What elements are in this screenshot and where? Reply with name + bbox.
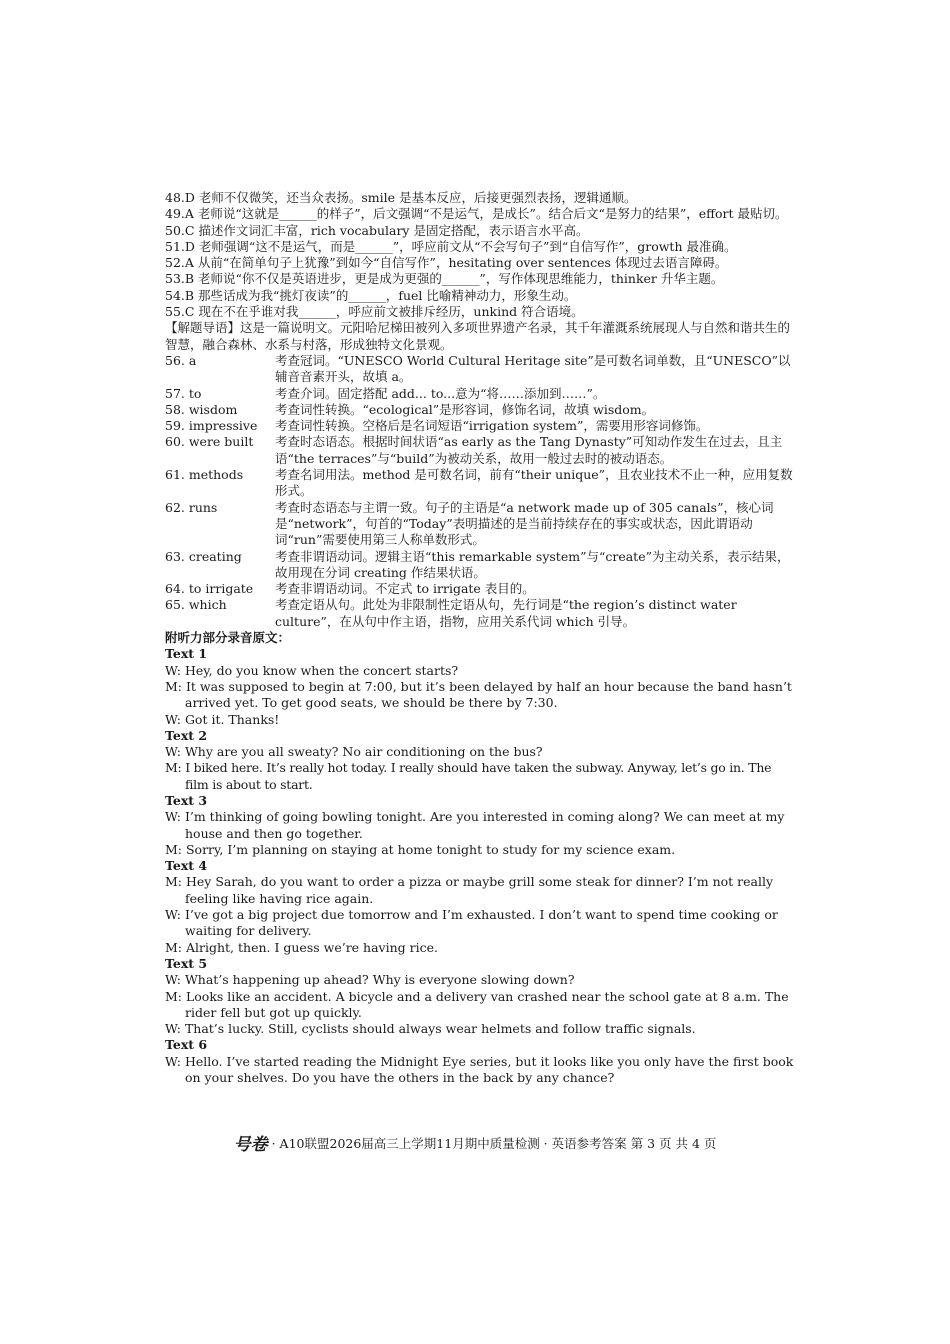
grammar-row <box>165 581 797 597</box>
listening-text-2 <box>165 728 797 793</box>
text-title: Text 5 <box>165 955 208 971</box>
cloze-answers <box>165 190 797 320</box>
dialogue-line: M: Sorry, I’m planning on staying at home tonight to study for my science exam. <box>165 841 676 857</box>
answer-52: 52.A 从前“在简单句子上犹豫”到如今“自信写作”，hesitating over sentences 体现过去语言障碍。 <box>165 255 728 271</box>
text-title: Text 6 <box>165 1037 208 1053</box>
dialogue-line: M: Hey Sarah, do you want to order a pizza or maybe grill some steak for dinner? I’m not really feeling like having rice again. <box>165 874 774 906</box>
guide-paragraph <box>165 320 797 353</box>
grammar-row <box>165 353 797 386</box>
guide-label: 【解题导语】 <box>165 320 241 336</box>
answer-50: 50.C 描述作文词汇丰富，rich vocabulary 是固定搭配，表示语言水平高。 <box>165 222 589 238</box>
dialogue-line: W: Got it. Thanks! <box>165 711 280 727</box>
listening-heading: 附听力部分录音原文： <box>165 630 291 646</box>
grammar-key: 59. impressive <box>165 418 258 434</box>
listening-text-3 <box>165 793 797 858</box>
listening-text-5 <box>165 956 797 1037</box>
listening-text-1 <box>165 646 797 727</box>
guide-text: 这是一篇说明文。元阳哈尼梯田被列入多项世界遗产名录，其千年灌溉系统展现人与自然和谐共生的智慧，融合森林、水系与村落，形成独特文化景观。 <box>165 320 791 352</box>
text-title: Text 3 <box>165 792 208 808</box>
grammar-key: 58. wisdom <box>165 401 238 417</box>
listening-text-4 <box>165 858 797 956</box>
footer-text: · A10联盟2026届高三上学期11月期中质量检测 · 英语参考答案 第 3 页 共 4 页 <box>271 1136 717 1151</box>
grammar-key: 64. to irrigate <box>165 581 254 597</box>
grammar-explanation: 考查时态语态与主谓一致。句子的主语是“a network made up of 305 canals”，核心词是“network”，句首的“Today”表明描述的是当前持续存在的事实或状态，因此谓语动词“run”需要使用第三人称单数形式。 <box>275 499 774 548</box>
answer-page <box>165 190 797 1086</box>
grammar-explanation: 考查词性转换。空格后是名词短语“irrigation system”，需要用形容词修饰。 <box>275 418 709 434</box>
grammar-key: 62. runs <box>165 499 218 515</box>
grammar-explanation: 考查介词。固定搭配 add... to...意为“将……添加到……”。 <box>275 385 606 401</box>
answer-48: 48.D 老师不仅微笑，还当众表扬。smile 是基本反应，后接更强烈表扬，逻辑通顺。 <box>165 190 637 205</box>
text-title: Text 2 <box>165 727 208 743</box>
grammar-row <box>165 386 797 402</box>
dialogue-line: M: Looks like an accident. A bicycle and a delivery van crashed near the school gate at 8 a.m. The rider fell but got up quickly. <box>165 988 789 1020</box>
dialogue-line: M: It was supposed to begin at 7:00, but it’s been delayed by half an hour because the band hasn’t arrived yet. To get good seats, we should be there by 7:30. <box>165 678 792 711</box>
grammar-row <box>165 402 797 418</box>
brand-logo: 号卷 <box>233 1135 268 1155</box>
grammar-row <box>165 500 797 549</box>
dialogue-line: M: Alright, then. I guess we’re having rice. <box>165 939 438 955</box>
dialogue-line: W: What’s happening up ahead? Why is everyone slowing down? <box>165 972 575 988</box>
grammar-answers <box>165 353 797 630</box>
dialogue-line: W: That’s lucky. Still, cyclists should always wear helmets and follow traffic signals. <box>165 1021 696 1037</box>
page-footer <box>0 1130 950 1155</box>
grammar-key: 63. creating <box>165 548 242 564</box>
text-title: Text 4 <box>165 858 208 874</box>
grammar-key: 65. which <box>165 597 227 613</box>
grammar-key: 57. to <box>165 385 202 401</box>
grammar-explanation: 考查词性转换。“ecological”是形容词，修饰名词，故填 wisdom。 <box>275 401 655 417</box>
grammar-explanation: 考查定语从句。此处为非限制性定语从句，先行词是“the region’s distinct water culture”，在从句中作主语，指物，应用关系代词 which 引导。 <box>275 597 737 629</box>
grammar-key: 61. methods <box>165 467 244 483</box>
dialogue-line: W: I’ve got a big project due tomorrow and I’m exhausted. I don’t want to spend time cooking or waiting for delivery. <box>165 907 778 939</box>
listening-text-6 <box>165 1037 797 1086</box>
answer-49: 49.A 老师说“这就是______的样子”，后文强调“不是运气，是成长”。结合后文“是努力的结果”，effort 最贴切。 <box>165 206 788 222</box>
text-title: Text 1 <box>165 646 208 662</box>
grammar-explanation: 考查时态语态。根据时间状语“as early as the Tang Dynasty”可知动作发生在过去，且主语“the terraces”与“build”为被动关系，故用一般过去时的被动语态。 <box>275 434 783 466</box>
grammar-explanation: 考查冠词。“UNESCO World Cultural Heritage site”是可数名词单数，且“UNESCO”以辅音音素开头，故填 a。 <box>275 352 791 385</box>
grammar-explanation: 考查非谓语动词。逻辑主语“this remarkable system”与“create”为主动关系，表示结果，故用现在分词 creating 作结果状语。 <box>275 548 790 580</box>
grammar-row <box>165 597 797 630</box>
dialogue-line: M: I biked here. It’s really hot today. I really should have taken the subway. Anyway, let’s go in. The film is about to start. <box>165 760 772 792</box>
grammar-explanation: 考查非谓语动词。不定式 to irrigate 表目的。 <box>275 581 535 597</box>
dialogue-line: W: Why are you all sweaty? No air conditioning on the bus? <box>165 744 543 760</box>
grammar-explanation: 考查名词用法。method 是可数名词，前有“their unique”，且农业技术不止一种，应用复数形式。 <box>275 467 793 499</box>
grammar-row <box>165 467 797 500</box>
grammar-key: 56. a <box>165 352 197 368</box>
dialogue-line: W: Hello. I’ve started reading the Midnight Eye series, but it looks like you only have the first book on your shelves. Do you have the others in the back by any chance? <box>165 1053 794 1086</box>
answer-53: 53.B 老师说“你不仅是英语进步，更是成为更强的______”，写作体现思维能力，thinker 升华主题。 <box>165 271 724 287</box>
answer-54: 54.B 那些话成为我“挑灯夜读”的______，fuel 比喻精神动力，形象生动。 <box>165 287 577 303</box>
grammar-row <box>165 434 797 467</box>
grammar-key: 60. were built <box>165 434 254 450</box>
answer-55: 55.C 现在不在乎谁对我______，呼应前文被排斥经历，unkind 符合语境。 <box>165 304 584 320</box>
dialogue-line: W: Hey, do you know when the concert starts? <box>165 662 459 678</box>
grammar-row <box>165 418 797 434</box>
dialogue-line: W: I’m thinking of going bowling tonight. Are you interested in coming along? We can meet at my house and then go together. <box>165 809 785 841</box>
answer-51: 51.D 老师强调“这不是运气，而是______”，呼应前文从“不会写句子”到“自信写作”，growth 最准确。 <box>165 238 737 254</box>
grammar-row <box>165 549 797 582</box>
